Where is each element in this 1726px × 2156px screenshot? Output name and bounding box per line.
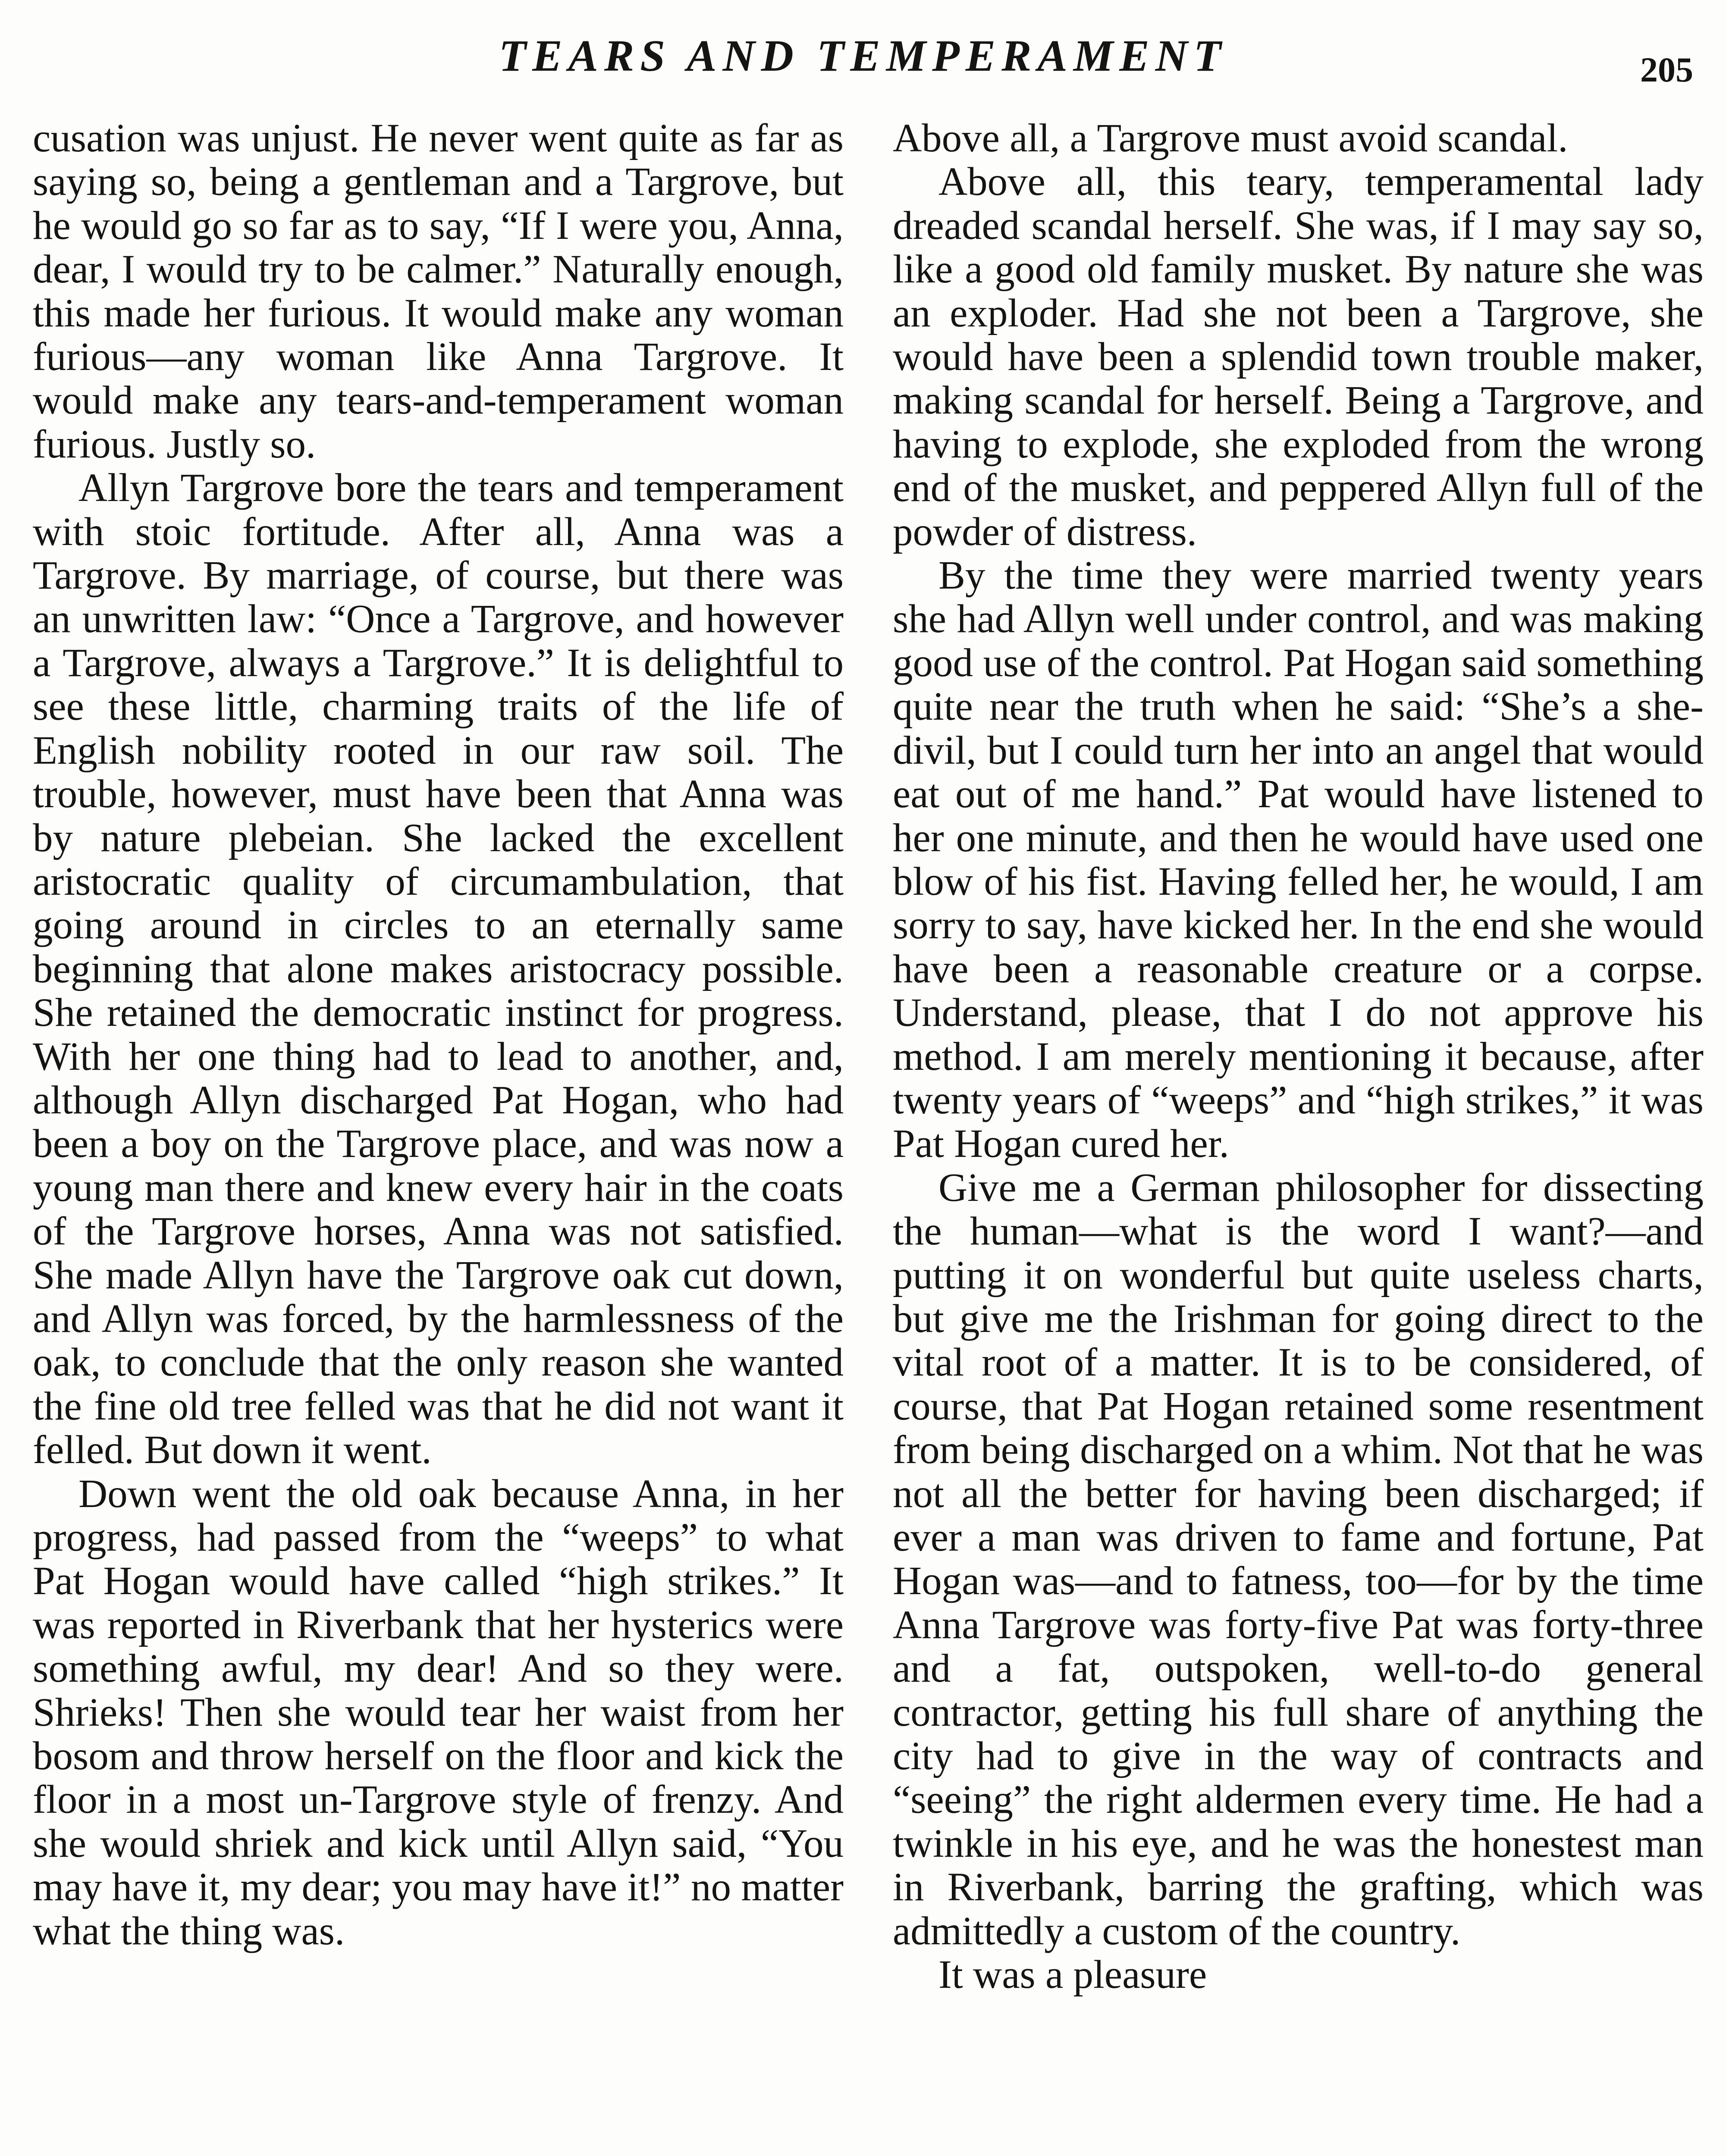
paragraph: It was a pleasure	[938, 1952, 1207, 1997]
page-number: 205	[1640, 50, 1693, 89]
paragraph: Allyn Targrove bore the tears and temperament with stoic fortitude. After all, Anna was a Targrove. By marriage, of course, but there was an unwritten law: “Once a Targrove, and however a Targrove, always a Targrove.” It is delightful to see these little, charming traits of the life of English nobility rooted in our raw soil. The trouble, however, must have been that Anna was by nature plebeian. She lacked the excellent aristocratic quality of circumambulation, that going around in circles to an eternally same beginning that alone makes aristocracy possible. She retained the democratic instinct for progress. With her one thing had to lead to another, and, although Allyn discharged Pat Hogan, who had been a boy on the Targrove place, and was now a young man there and knew every hair in the coats of the Targrove horses, Anna was not satisfied. She made Allyn have the Targrove oak cut down, and Allyn was forced, by the harmlessness of the oak, to conclude that the only reason she wanted the fine old tree felled was that he did not want it felled. But down it went.	[33, 466, 844, 1473]
running-header	[33, 26, 1693, 95]
paragraph: Down went the old oak because Anna, in her progress, had passed from the “weeps” to what Pat Hogan would have called “high strikes.” It was reported in Riverbank that her hysterics were something awful, my dear! And so they were. Shrieks! Then she would tear her waist from her bosom and throw herself on the floor and kick the floor in a most un-Targrove style of frenzy. And she would shriek and kick until Allyn said, “You may have it, my dear; you may have it!” no matter what the thing was.	[33, 1471, 844, 1953]
paragraph: Above all, a Targrove must avoid scandal.	[893, 116, 1568, 160]
paragraph: cusation was unjust. He never went quite as far as saying so, being a gentleman and a Targrove, but he would go so far as to say, “If I were you, Anna, dear, I would try to be calmer.” Naturally enough, this made her furious. It would make any woman furious—any woman like Anna Targrove. It would make any tears-and-temperament woman furious. Justly so.	[33, 116, 844, 467]
running-title: TEARS AND TEMPERAMENT	[499, 31, 1227, 81]
left-column	[33, 116, 844, 2156]
paragraph: By the time they were married twenty years she had Allyn well under control, and was making good use of the control. Pat Hogan said something quite near the truth when he said: “She’s a she-divil, but I could turn her into an angel that would eat out of me hand.” Pat would have listened to her one minute, and then he would have used one blow of his fist. Having felled her, he would, I am sorry to say, have kicked her. In the end she would have been a reasonable creature or a corpse. Understand, please, that I do not approve his method. I am merely mentioning it because, after twenty years of “weeps” and “high strikes,” it was Pat Hogan cured her.	[893, 553, 1704, 1166]
right-column	[893, 116, 1704, 2156]
paragraph: Above all, this teary, temperamental lady dreaded scandal herself. She was, if I may say so, like a good old family musket. By nature she was an exploder. Had she not been a Targrove, she would have been a splendid town trouble maker, making scandal for herself. Being a Targrove, and having to explode, she exploded from the wrong end of the musket, and peppered Allyn full of the powder of distress.	[893, 160, 1704, 554]
paragraph: Give me a German philosopher for dissecting the human—what is the word I want?—and putting it on wonderful but quite useless charts, but give me the Irishman for going direct to the vital root of a matter. It is to be considered, of course, that Pat Hogan retained some resentment from being discharged on a whim. Not that he was not all the better for having been discharged; if ever a man was driven to fame and fortune, Pat Hogan was—and to fatness, too—for by the time Anna Targrove was forty-five Pat was forty-three and a fat, outspoken, well-to-do general contractor, getting his full share of anything the city had to give in the way of contracts and “seeing” the right aldermen every time. He had a twinkle in his eye, and he was the honestest man in Riverbank, barring the grafting, which was admittedly a custom of the country.	[893, 1165, 1704, 1953]
